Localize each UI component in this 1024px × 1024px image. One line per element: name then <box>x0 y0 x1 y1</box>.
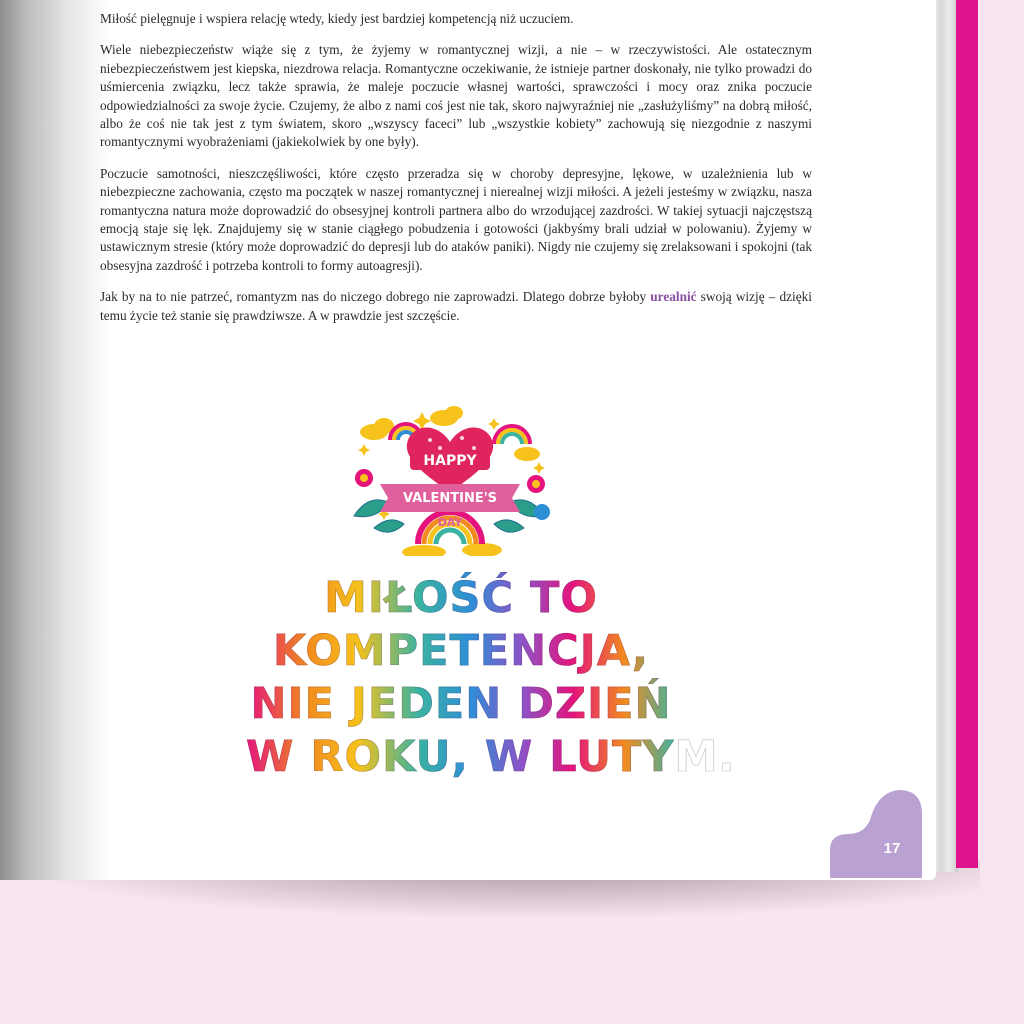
quote-line-1: MIŁOŚĆ TO <box>246 572 676 625</box>
paragraph-4 <box>100 288 812 325</box>
paragraph-3: Poczucie samotności, nieszczęśliwości, które często przeradza się w choroby depresyjne, lękowe, w uzależnienia lub w niebezpieczne zachowania, często ma początek w naszej romantycznej i nierealnej wizji miłości. A jeżeli jesteśmy w związku, nasza romantyczna natura może doprowadzić do obsesyjnej kontroli partnera albo do wrzodującej zazdrości. W takiej sytuacji najczęstszą emocją staje się lęk. Znajdujemy się w stanie ciągłego pobudzenia i gotowości (jakbyśmy brali udział w polowaniu). Żyjemy w ustawicznym stresie (który może doprowadzić do depresji lub do ataków paniki). Nigdy nie czujemy się zrelaksowani i spokojni (tak obsesyjna zazdrość i potrzeba kontroli to formy autoagresji). <box>100 165 812 273</box>
page-number: 17 <box>883 840 901 857</box>
paragraph-4-end: swoją wizję – dzięki temu życie też stanie się prawdziwsze. A w prawdzie jest szczęście. <box>100 289 812 323</box>
quote-line-4: W ROKU, W LUTYM. <box>246 732 736 782</box>
badge-happy-text: HAPPY <box>423 453 477 469</box>
valentines-badge-illustration <box>344 404 556 556</box>
quote-line-3: NIE JEDEN DZIEŃ <box>246 678 676 731</box>
quote-line-2: KOMPETENCJA, <box>246 625 676 678</box>
badge-day-text: DAY <box>437 516 463 529</box>
page-number-tab <box>830 790 922 878</box>
highlighted-word: urealnić <box>650 289 697 305</box>
paragraph-2: Wiele niebezpieczeństw wiąże się z tym, że żyjemy w romantycznej wizji, a nie – w rzeczywistości. Ale ostatecznym niebezpieczeństwem jest kiepska, niezdrowa relacja. Romantyczne oczekiwanie, że istnieje partner doskonały, nie tylko prowadzi do uśmiercenia związku, lecz także sprawia, że maleje poczucie własnej wartości, sprawczości i mocy oraz znika poczucie odpowiedzialności za swoje życie. Czujemy, że albo z nami coś jest nie tak, skoro najwyraźniej nie „zasłużyliśmy” na dobrą miłość, albo że coś nie tak jest z tym światem, skoro „wszyscy faceci” lub „wszystkie kobiety” zachowują się niezgodnie z naszymi romantycznymi wyobrażeniami (jakiekolwiek by one były). <box>100 42 812 150</box>
page-gutter-shadow <box>0 0 110 880</box>
body-text <box>100 10 812 338</box>
badge-valentines-text: VALENTINE'S <box>402 491 498 506</box>
paragraph-4-start: Jak by na to nie patrzeć, romantyzm nas do niczego dobrego nie zaprowadzi. Dlatego dobrze byłoby <box>100 289 651 305</box>
paragraph-1: Miłość pielęgnuje i wspiera relację wtedy, kiedy jest bardziej kompetencją niż uczuciem. <box>100 11 574 26</box>
decorative-quote <box>246 572 736 784</box>
pink-cover-edge <box>956 0 978 868</box>
valentines-badge-svg <box>344 404 556 556</box>
